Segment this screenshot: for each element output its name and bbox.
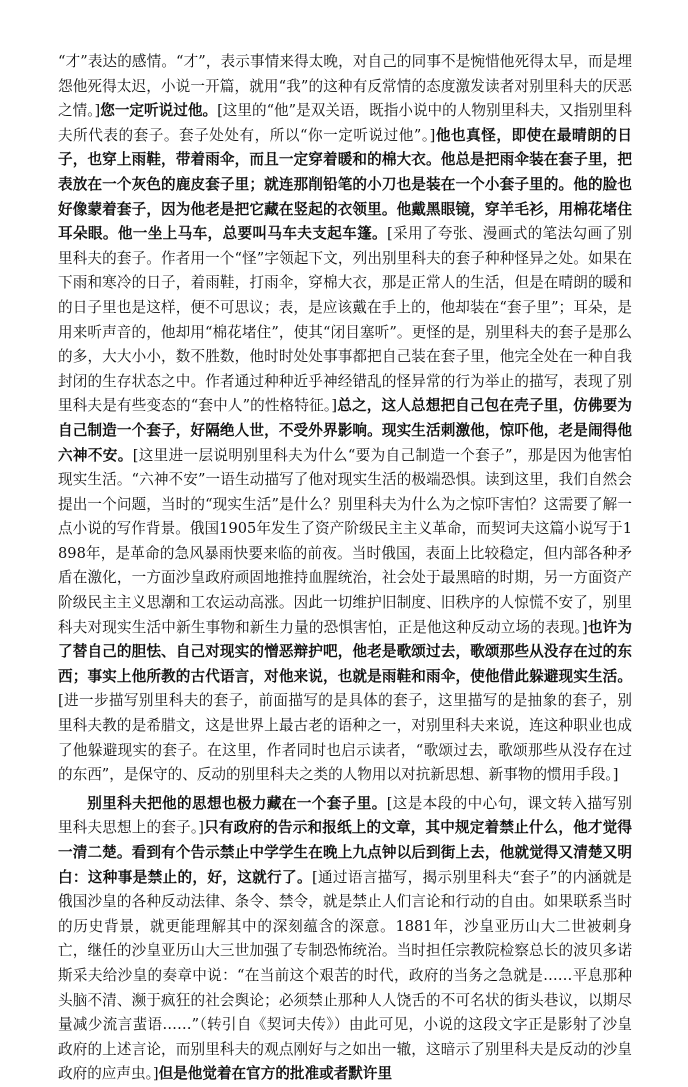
- annotation-segment: [这是本段的中心句，课文转入描写别里科夫思想上的套子。]: [58, 794, 632, 837]
- quoted-text-bold: 别里科夫把他的思想也极力藏在一个套子里。: [87, 794, 387, 812]
- paragraph-1: [58, 50, 632, 788]
- annotation-segment: [通过语言描写，揭示别里科夫“套子”的内涵就是俄国沙皇的各种反动法律、条令、禁令，就是禁止人们言论和行动的自由。如果联系当时的历史背景，就更能理解其中的深刻蕴含的深意。1881年，沙皇亚历山大二世被刺身亡，继任的沙皇亚历山大三世加强了专制恐怖统治。当时担任宗教院检察总长的波贝多诺斯采夫给沙皇的奏章中说：“在当前这个艰苦的时代，政府的当务之急就是……平息那种头脑不清、濒于疯狂的社会舆论；必须禁止那种人人饶舌的不可名状的街头巷议，以期尽量减少流言蜚语……”（转引自《契诃夫传》）由此可见，小说的这段文字正是影射了沙皇政府的上述言论，而别里科夫的观点刚好与之如出一辙，这暗示了别里科夫是反动的沙皇政府的应声虫。]: [58, 868, 632, 1083]
- quoted-text-bold: 也许为了替自己的胆怯、自己对现实的憎恶辩护吧，他老是歌颂过去，歌颂那些从没存在过的东西；事实上他所教的古代语言，对他来说，也就是雨鞋和雨伞，使他借此躲避现实生活。: [58, 618, 632, 685]
- quoted-text-bold: 只有政府的告示和报纸上的文章，其中规定着禁止什么，他才觉得一清二楚。看到有个告示禁止中学学生在晚上九点钟以后到街上去，他就觉得又清楚又明白：这种事是禁止的，好，这就行了。: [58, 819, 632, 886]
- quoted-text-bold: 但是他觉着在官方的批准或者默许里: [158, 1065, 393, 1083]
- quoted-text-bold: 总之，这人总想把自己包在壳子里，仿佛要为自己制造一个套子，好隔绝人世，不受外界影响。现实生活刺激他，惊吓他，老是闹得他六神不安。: [58, 397, 632, 464]
- annotation-segment: [这里的“他”是双关语，既指小说中的人物别里科夫，又指别里科夫所代表的套子。套子处处有，所以“你一定听说过他”。]: [58, 102, 632, 144]
- text-segment: “才”表达的感情。“才”，表示事情来得太晚，对自己的同事不是惋惜他死得太早，而是埋怨他死得太迟，小说一开篇，就用“我”的这种有反常情的态度激发读者对别里科夫的厌恶之情。]: [58, 53, 632, 120]
- annotation-segment: [这里进一层说明别里科夫为什么“要为自己制造一个套子”，那是因为他害怕现实生活。“六神不安”一语生动描写了他对现实生活的极端恐惧。读到这里，我们自然会提出一个问题，当时的“现实生活”是什么？别里科夫为什么为之惊吓害怕？这需要了解一点小说的写作背景。俄国1905年发生了资产阶级民主主义革命，而契诃夫这篇小说写于1898年，是革命的急风暴雨快要来临的前夜。当时俄国，表面上比较稳定，但内部各种矛盾在激化，一方面沙皇政府顽固地推持血腥统治，社会处于最黑暗的时期，另一方面资产阶级民主主义思潮和工农运动高涨。因此一切维护旧制度、旧秩序的人惊慌不安了，别里科夫对现实生活中新生事物和新生力量的恐惧害怕，正是他这种反动立场的表现。]: [58, 446, 632, 636]
- paragraph-2: [58, 792, 632, 1087]
- document-page: [58, 50, 632, 1087]
- quoted-text-bold: 您一定听说过他。: [100, 102, 218, 120]
- annotation-segment: [进一步描写别里科夫的套子，前面描写的是具体的套子，这里描写的是抽象的套子，别里科夫教的是希腊文，这是世界上最古老的语种之一，对别里科夫来说，连这种职业也成了他躲避现实的套子。在这里，作者同时也启示读者，“歌颂过去，歌颂那些从没存在过的东西”，是保守的、反动的别里科夫之类的人物用以对抗新思想、新事物的惯用手段。]: [58, 692, 632, 784]
- quoted-text-bold: 他也真怪，即使在最晴朗的日子，也穿上雨鞋，带着雨伞，而且一定穿着暖和的棉大衣。他总是把雨伞装在套子里，把表放在一个灰色的鹿皮套子里；就连那削铅笔的小刀也是装在一个小套子里的。他的脸也好像蒙着套子，因为他老是把它藏在竖起的衣领里。他戴黑眼镜，穿羊毛衫，用棉花堵住耳朵眼。他一坐上马车，总要叫马车夫支起车篷。: [58, 126, 632, 243]
- annotation-segment: [采用了夸张、漫画式的笔法勾画了别里科夫的套子。作者用一个“怪”字领起下文，列出别里科夫的套子种种怪异之处。如果在下雨和寒冷的日子，着雨鞋，打雨伞，穿棉大衣，那是正常人的生活，但是在晴朗的暖和的日子里也是这样，便不可思议；表，是应该戴在手上的，他却装在“套子里”；耳朵，是用来听声音的，他却用“棉花堵住”，使其“闭目塞听”。更怪的是，别里科夫的套子是那么的多，大大小小，数不胜数，他时时处处事事都把自己装在套子里，他完全处在一种自我封闭的生存状态之中。作者通过种种近乎神经错乱的怪异常的行为举止的描写，表现了别里科夫是有些变态的“套中人”的性格特征。]: [58, 225, 632, 415]
